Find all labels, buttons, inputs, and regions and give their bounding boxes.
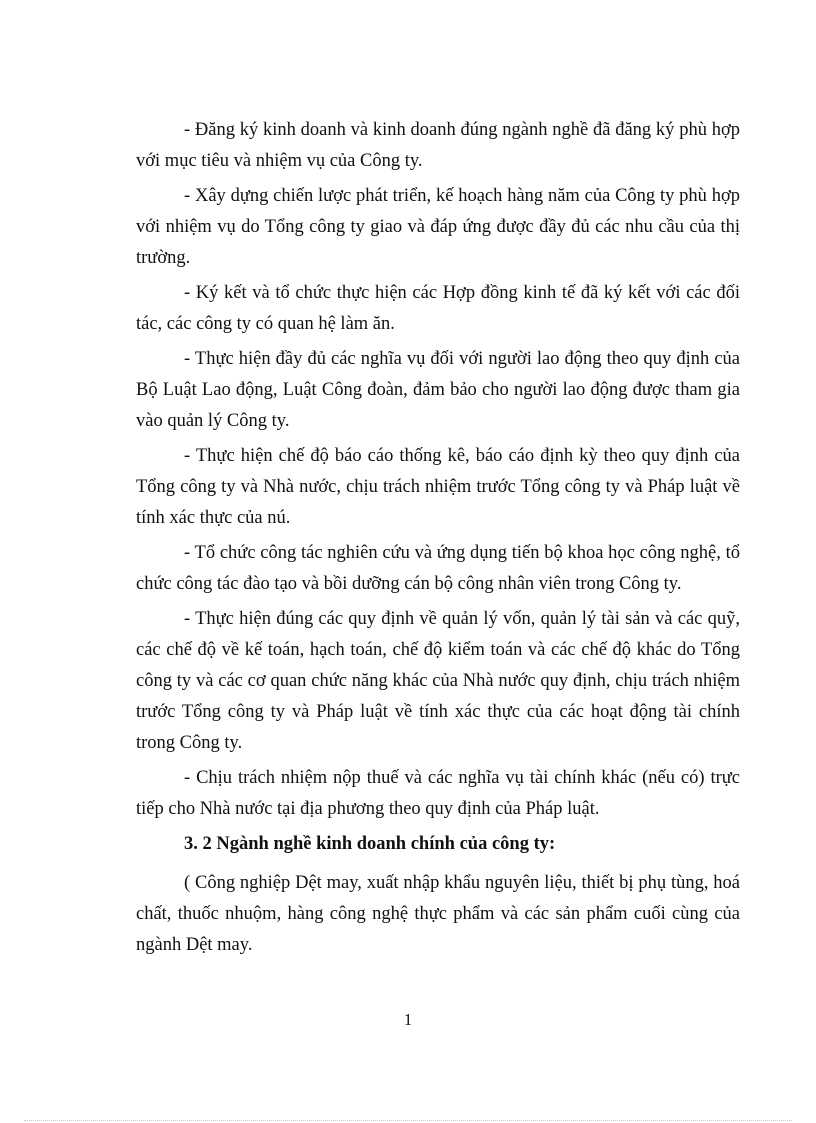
paragraph-development-strategy: - Xây dựng chiến lược phát triển, kế hoạch hàng năm của Công ty phù hợp với nhiệm vụ do Tổng công ty giao và đáp ứng được đầy đủ các nhu cầu của thị trường. xyxy=(136,186,740,268)
paragraph-business-registration: - Đăng ký kinh doanh và kinh doanh đúng ngành nghề đã đăng ký phù hợp với mục tiêu và nhiệm vụ của Công ty. xyxy=(136,120,740,171)
paragraph-research-training: - Tổ chức công tác nghiên cứu và ứng dụng tiến bộ khoa học công nghệ, tổ chức công tác đào tạo và bồi dưỡng cán bộ công nhân viên trong Công ty. xyxy=(136,543,740,594)
paragraph-business-lines: ( Công nghiệp Dệt may, xuất nhập khẩu nguyên liệu, thiết bị phụ tùng, hoá chất, thuốc nhuộm, hàng công nghệ thực phẩm và các sản phẩm cuối cùng của ngành Dệt may. xyxy=(136,873,740,955)
page-bottom-divider xyxy=(24,1120,792,1121)
paragraph-capital-management: - Thực hiện đúng các quy định về quản lý vốn, quản lý tài sản và các quỹ, các chế độ về kế toán, hạch toán, chế độ kiểm toán và các chế độ khác do Tổng công ty và các cơ quan chức năng khác của Nhà nước quy định, chịu trách nhiệm trước Tổng công ty và Pháp luật về tính xác thực của các hoạt động tài chính trong Công ty. xyxy=(136,609,740,753)
paragraph-tax-obligations: - Chịu trách nhiệm nộp thuế và các nghĩa vụ tài chính khác (nếu có) trực tiếp cho Nhà nước tại địa phương theo quy định của Pháp luật. xyxy=(136,768,740,819)
paragraph-statistical-reporting: - Thực hiện chế độ báo cáo thống kê, báo cáo định kỳ theo quy định của Tổng công ty và Nhà nước, chịu trách nhiệm trước Tổng công ty và Pháp luật về tính xác thực của nú. xyxy=(136,446,740,528)
paragraph-economic-contracts: - Ký kết và tổ chức thực hiện các Hợp đồng kinh tế đã ký kết với các đối tác, các công ty có quan hệ làm ăn. xyxy=(136,283,740,334)
page-number: 1 xyxy=(403,1010,413,1029)
section-heading: 3. 2 Ngành nghề kinh doanh chính của công ty: xyxy=(184,834,556,854)
paragraph-labor-obligations: - Thực hiện đầy đủ các nghĩa vụ đối với người lao động theo quy định của Bộ Luật Lao động, Luật Công đoàn, đảm bảo cho người lao động được tham gia vào quản lý Công ty. xyxy=(136,349,740,431)
document-body xyxy=(136,115,740,965)
